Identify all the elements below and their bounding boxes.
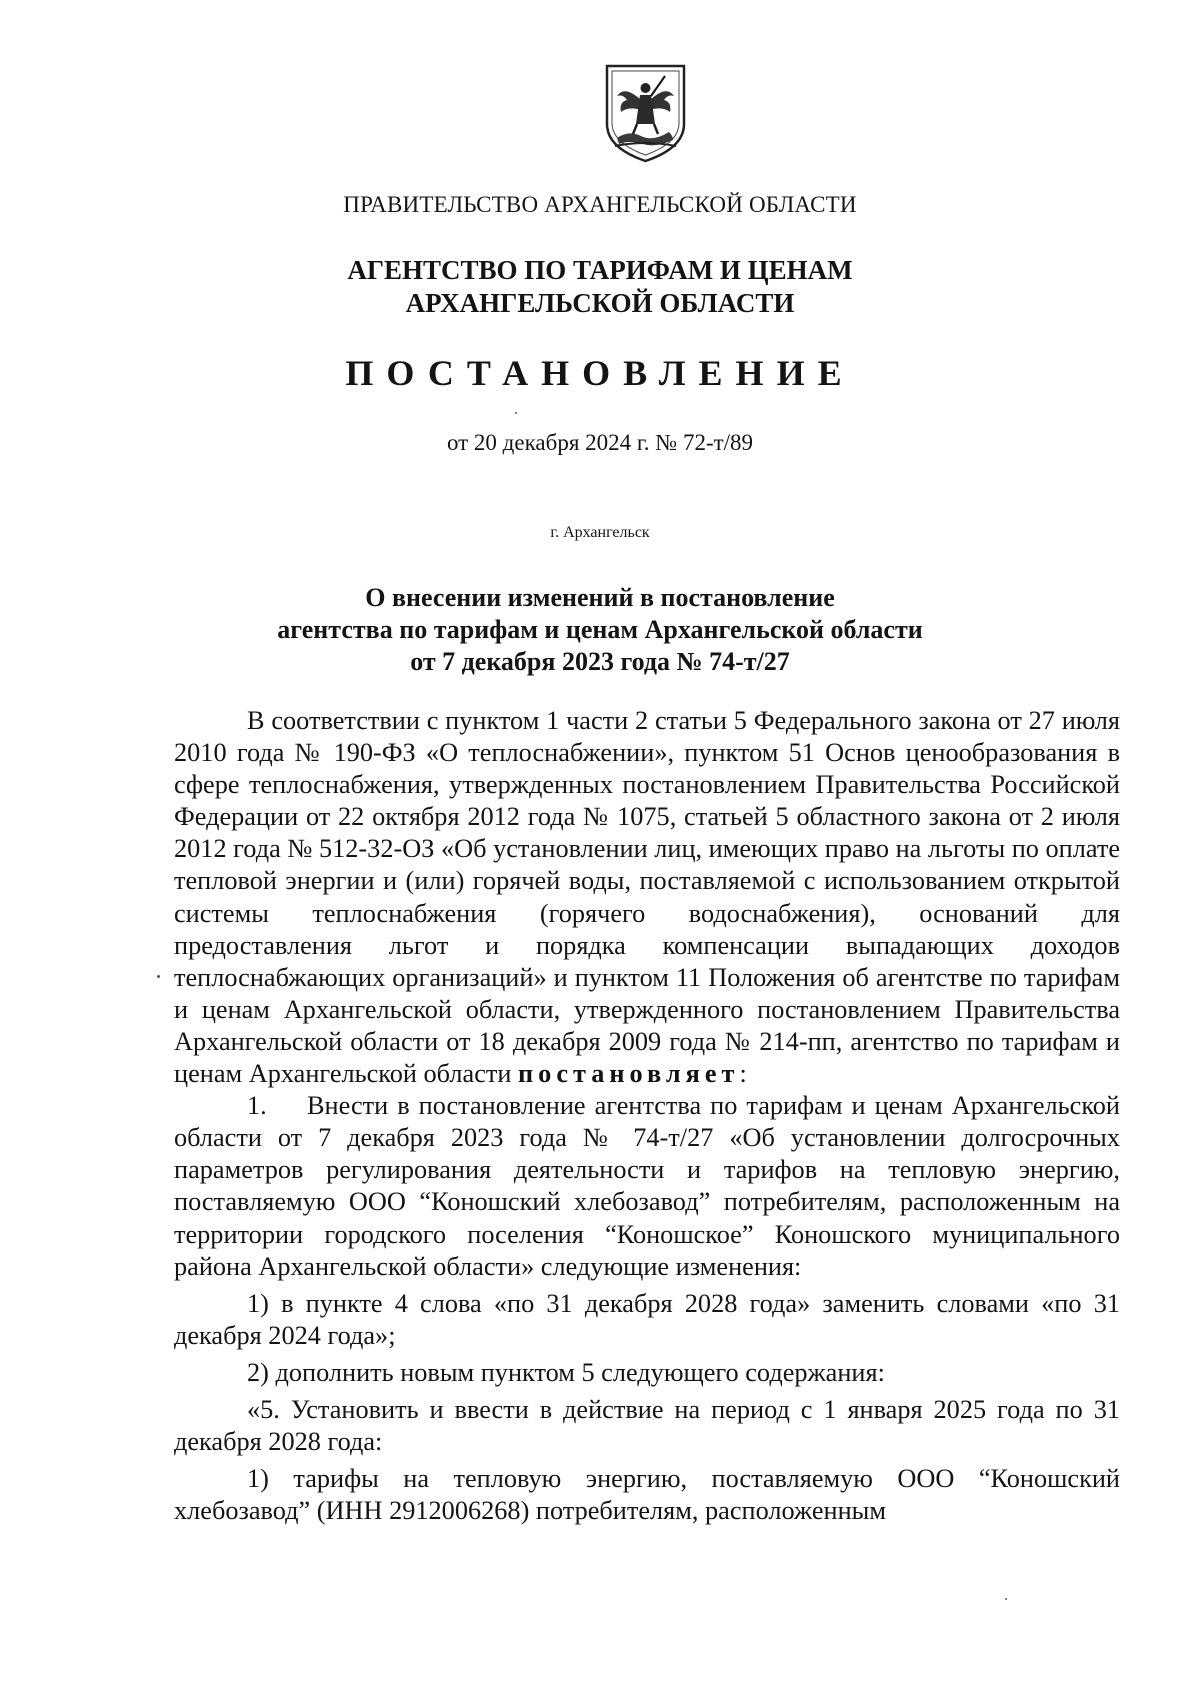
- subject-line1: О внесении изменений в постановление: [365, 583, 835, 612]
- point-5-subitem-1-paragraph: 1) тарифы на тепловую энергию, поставляемую ООО “Коношский хлебозавод” (ИНН 2912006268) потребителям, расположенным: [174, 1464, 1120, 1526]
- item-1-paragraph: [174, 1090, 1120, 1283]
- preamble-paragraph: [174, 705, 1120, 1090]
- coat-of-arms-emblem: [603, 62, 688, 165]
- scan-speck: [1005, 1598, 1007, 1600]
- document-date-number: от 20 декабря 2024 г. № 72-т/89: [446, 430, 754, 455]
- document-subject: [0, 582, 1200, 678]
- government-name: ПРАВИТЕЛЬСТВО АРХАНГЕЛЬСКОЙ ОБЛАСТИ: [343, 192, 857, 217]
- document-type: ПОСТАНОВЛЕНИЕ: [345, 353, 855, 393]
- item-1-number: 1.: [247, 1091, 267, 1121]
- subitem-1-paragraph: 1) в пункте 4 слова «по 31 декабря 2028 года» заменить словами «по 31 декабря 2024 года»;: [174, 1288, 1120, 1350]
- scan-speck: [157, 975, 160, 978]
- subject-line3: от 7 декабря 2023 года № 74-т/27: [410, 647, 790, 676]
- agency-name-line1: АГЕНТСТВО ПО ТАРИФАМ И ЦЕНАМ: [347, 255, 853, 285]
- preamble-text: В соответствии с пунктом 1 части 2 статьи 5 Федерального закона от 27 июля 2010 года № 190-ФЗ «О теплоснабжении», пунктом 51 Основ ценообразования в сфере теплоснабжения, утвержденных постановлением Правительства Российской Федерации от 22 октября 2012 года № 1075, статьей 5 областного закона от 2 июля 2012 года № 512-32-ОЗ «Об установлении лиц, имеющих право на льготы по оплате тепловой энергии и (или) горячей воды, поставляемой с использованием открытой системы теплоснабжения (горячего водоснабжения), оснований для предоставления льгот и порядка компенсации выпадающих доходов теплоснабжающих организаций» и пунктом 11 Положения об агентстве по тарифам и ценам Архангельской области, утвержденного постановлением Правительства Архангельской области от 18 декабря 2009 года № 214-пп, агентство по тарифам и ценам Архангельской области: [174, 706, 1120, 1089]
- decree-word: постановляет: [518, 1059, 740, 1089]
- document-city: г. Архангельск: [550, 524, 650, 541]
- document-body: [174, 705, 1120, 1527]
- scan-speck: [515, 412, 517, 414]
- item-1-text: Внести в постановление агентства по тарифам и ценам Архангельской области от 7 декабря 2023 года № 74-т/27 «Об установлении долгосрочных параметров регулирования деятельности и тарифов на тепловую энергию, поставляемую ООО “Коношский хлебозавод” потребителям, расположенным на территории городского поселения “Коношское” Коношского муниципального района Архангельской области» следующие изменения:: [174, 1091, 1120, 1281]
- subject-line2: агентства по тарифам и ценам Архангельской области: [277, 615, 923, 644]
- point-5-paragraph: «5. Установить и ввести в действие на период с 1 января 2025 года по 31 декабря 2028 года:: [174, 1394, 1120, 1457]
- agency-name-line2: АРХАНГЕЛЬСКОЙ ОБЛАСТИ: [405, 288, 795, 318]
- agency-name: [0, 254, 1200, 320]
- subitem-2-paragraph: 2) дополнить новым пунктом 5 следующего содержания:: [247, 1357, 885, 1387]
- decree-punct: :: [739, 1059, 747, 1089]
- archangel-shield-icon: [603, 62, 688, 165]
